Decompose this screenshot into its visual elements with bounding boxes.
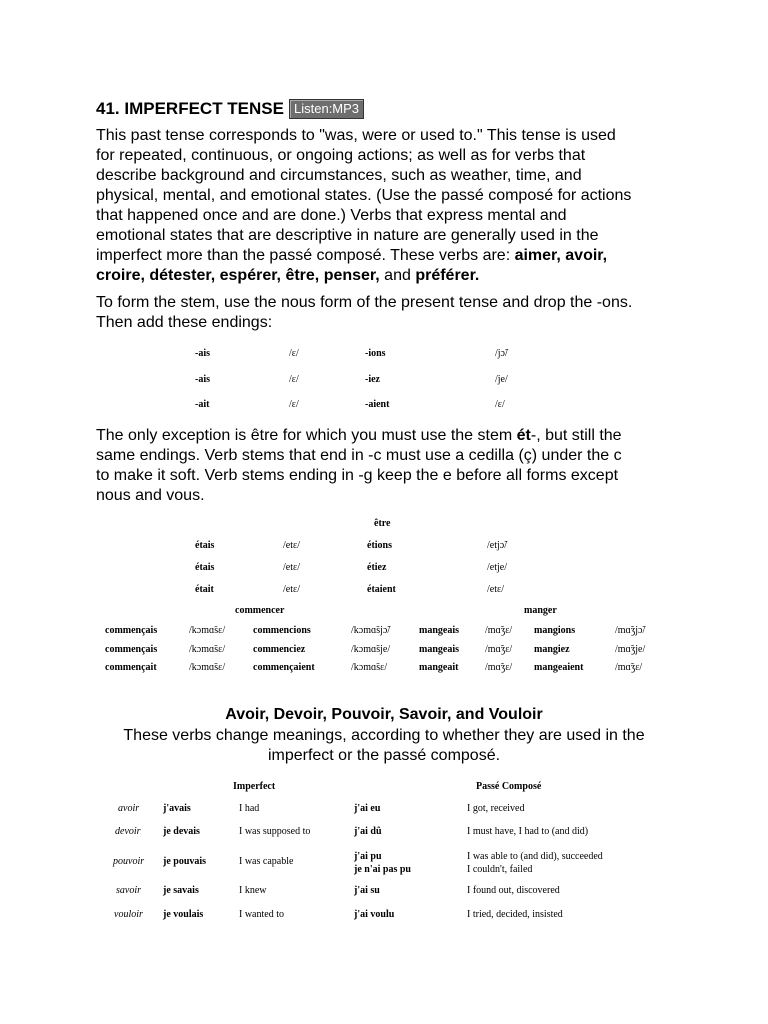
pronunciation: /ɛ/ xyxy=(289,399,299,410)
column-header-passe-compose: Passé Composé xyxy=(476,781,542,792)
verb-infinitive: vouloir xyxy=(114,909,143,920)
imperfect-form: j'avais xyxy=(163,803,191,814)
imperfect-translation: I was supposed to xyxy=(239,826,311,837)
conjugation: mangions xyxy=(534,625,576,636)
pronunciation: /kɔmɑ̃sɛ/ xyxy=(351,662,388,673)
text-line: This past tense corresponds to "was, were or used to." This tense is used xyxy=(96,127,616,144)
pronunciation: /kɔmɑ̃sɛ/ xyxy=(189,644,226,655)
ending: -iez xyxy=(365,374,380,385)
pronunciation: /etɛ/ xyxy=(283,540,300,551)
passe-compose-form: j'ai dû xyxy=(354,826,382,837)
pronunciation: /etje/ xyxy=(487,562,507,573)
imperfect-translation: I was capable xyxy=(239,856,294,867)
text-line: for repeated, continuous, or ongoing actions; as well as for verbs that xyxy=(96,147,586,164)
passe-compose-form: j'ai voulu xyxy=(354,909,395,920)
pronunciation: /jɔ̃/ xyxy=(495,348,508,359)
column-header-imperfect: Imperfect xyxy=(233,781,276,792)
text-line: To form the stem, use the nous form of the present tense and drop the -ons. xyxy=(96,294,633,311)
table-header: manger xyxy=(524,605,557,616)
verb-list-bold: aimer, avoir, xyxy=(514,247,608,264)
text-segment: -, but still the xyxy=(530,427,622,444)
pronunciation: /kɔmɑ̃sɛ/ xyxy=(189,625,226,636)
stem-bold: ét xyxy=(516,427,531,444)
pronunciation: /kɔmɑ̃sɛ/ xyxy=(189,662,226,673)
page-title: 41. IMPERFECT TENSE xyxy=(96,99,284,118)
conjugation: étions xyxy=(367,540,392,551)
section-title: Avoir, Devoir, Pouvoir, Savoir, and Vouloir xyxy=(225,706,543,723)
conjugation: étais xyxy=(195,562,215,573)
stem-paragraph xyxy=(96,293,676,333)
pronunciation: /etɛ/ xyxy=(487,584,504,595)
conjugation: commencions xyxy=(253,625,311,636)
text-segment: The only exception is être for which you must use the stem xyxy=(96,427,517,444)
exception-paragraph xyxy=(96,426,676,506)
passe-compose-form-negative: je n'ai pas pu xyxy=(354,864,411,875)
passe-compose-translation: I found out, discovered xyxy=(467,885,560,896)
text-line: imperfect or the passé composé. xyxy=(267,747,501,764)
passe-compose-translation: I was able to (and did), succeeded xyxy=(467,851,603,862)
passe-compose-translation: I got, received xyxy=(467,803,525,814)
text-line: These verbs change meanings, according to whether they are used in the xyxy=(123,727,645,744)
pronunciation: /mɑ̃ʒɛ/ xyxy=(615,662,643,673)
conjugation: étais xyxy=(195,540,215,551)
pronunciation: /mɑ̃ʒjɔ̃/ xyxy=(615,625,646,636)
passe-compose-translation: I must have, I had to (and did) xyxy=(467,826,589,837)
pronunciation: /mɑ̃ʒɛ/ xyxy=(485,644,513,655)
imperfect-form: je savais xyxy=(163,885,199,896)
text-line: physical, mental, and emotional states. (Use the passé composé for actions xyxy=(96,187,632,204)
conjugation: étiez xyxy=(367,562,387,573)
conjugation: mangeais xyxy=(419,625,459,636)
text-line: emotional states that are descriptive in nature are generally used in the xyxy=(96,227,599,244)
text-segment: imperfect more than the passé composé. These verbs are: xyxy=(96,247,515,264)
pronunciation: /ɛ/ xyxy=(495,399,505,410)
table-header: commencer xyxy=(235,605,285,616)
imperfect-form: je devais xyxy=(163,826,200,837)
ending: -aient xyxy=(365,399,390,410)
ending: -ais xyxy=(195,348,210,359)
text-line xyxy=(96,246,676,266)
verb-infinitive: devoir xyxy=(115,826,141,837)
passe-compose-translation: I tried, decided, insisted xyxy=(467,909,563,920)
text-line: describe background and circumstances, such as weather, time, and xyxy=(96,167,582,184)
pronunciation: /ɛ/ xyxy=(289,374,299,385)
pronunciation: /ɛ/ xyxy=(289,348,299,359)
conjugation: mangeais xyxy=(419,644,459,655)
table-header: être xyxy=(374,518,391,529)
section-subtitle xyxy=(0,726,768,766)
verb-infinitive: savoir xyxy=(116,885,141,896)
verb-infinitive: pouvoir xyxy=(113,856,145,867)
intro-paragraph xyxy=(96,126,676,286)
conjugation: commençais xyxy=(105,625,158,636)
pronunciation: /mɑ̃ʒɛ/ xyxy=(485,625,513,636)
text-segment: and xyxy=(379,267,416,284)
verb-list-bold: croire, détester, espérer, être, penser, xyxy=(96,267,380,284)
imperfect-form: je voulais xyxy=(163,909,204,920)
pronunciation: /mɑ̃ʒje/ xyxy=(615,644,646,655)
conjugation: commençais xyxy=(105,644,158,655)
pronunciation: /kɔmɑ̃sje/ xyxy=(351,644,391,655)
imperfect-form: je pouvais xyxy=(163,856,207,867)
text-line: to make it soft. Verb stems ending in -g keep the e before all forms except xyxy=(96,467,619,484)
pronunciation: /mɑ̃ʒɛ/ xyxy=(485,662,513,673)
imperfect-translation: I wanted to xyxy=(239,909,284,920)
conjugation: mangiez xyxy=(534,644,570,655)
imperfect-translation: I had xyxy=(239,803,260,814)
conjugation: mangeait xyxy=(419,662,459,673)
text-line: that happened once and are done.) Verbs that express mental and xyxy=(96,207,567,224)
passe-compose-translation-negative: I couldn't, failed xyxy=(467,864,533,875)
text-line: Then add these endings: xyxy=(96,314,273,331)
conjugation: étaient xyxy=(367,584,396,595)
text-line xyxy=(96,426,676,446)
verb-infinitive: avoir xyxy=(118,803,140,814)
passe-compose-form: j'ai su xyxy=(354,885,380,896)
text-line: same endings. Verb stems that end in -c must use a cedilla (ç) under the c xyxy=(96,447,622,464)
verb-list-bold: préférer. xyxy=(415,267,480,284)
ending: -ions xyxy=(365,348,386,359)
pronunciation: /etɛ/ xyxy=(283,562,300,573)
text-line: nous and vous. xyxy=(96,487,205,504)
pronunciation: /etjɔ̃/ xyxy=(487,540,507,551)
imperfect-translation: I knew xyxy=(239,885,267,896)
listen-mp3-button[interactable]: Listen:MP3 xyxy=(289,99,364,119)
conjugation: était xyxy=(195,584,214,595)
passe-compose-form: j'ai eu xyxy=(354,803,381,814)
text-line xyxy=(96,266,676,286)
pronunciation: /kɔmɑ̃sjɔ̃/ xyxy=(351,625,391,636)
passe-compose-form: j'ai pu xyxy=(354,851,382,862)
conjugation: commençaient xyxy=(253,662,315,673)
pronunciation: /je/ xyxy=(495,374,508,385)
conjugation: commenciez xyxy=(253,644,306,655)
conjugation: mangeaient xyxy=(534,662,584,673)
pronunciation: /etɛ/ xyxy=(283,584,300,595)
conjugation: commençait xyxy=(105,662,157,673)
ending: -ais xyxy=(195,374,210,385)
ending: -ait xyxy=(195,399,210,410)
